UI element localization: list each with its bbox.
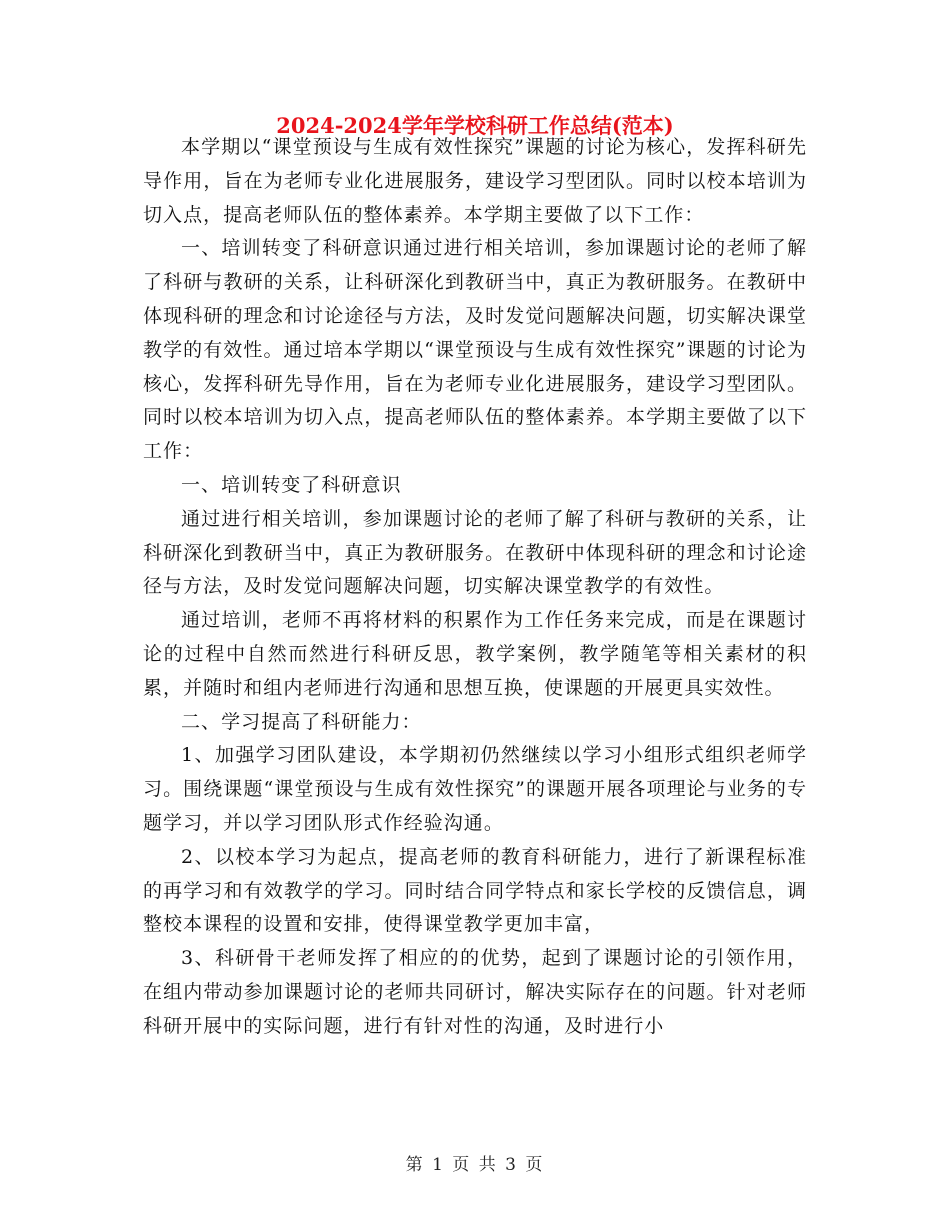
list-item-3: 3、科研骨干老师发挥了相应的的优势，起到了课题讨论的引领作用，在组内带动参加课题讨论的老师共同研讨，解决实际存在的问题。针对老师科研开展中的实际问题，进行有针对性的沟通，及时进行小	[143, 947, 807, 1037]
document-title: 2024-2024学年学校科研工作总结(范本)	[276, 113, 674, 138]
document-body	[143, 131, 807, 1044]
section-heading-training: 一、培训转变了科研意识	[181, 473, 402, 496]
list-item-1: 1、加强学习团队建设，本学期初仍然继续以学习小组形式组织老师学习。围绕课题“课堂预设与生成有效性探究”的课题开展各项理论与业务的专题学习，并以学习团队形式作经验沟通。	[143, 744, 807, 834]
paragraph-training-result: 通过培训，老师不再将材料的积累作为工作任务来完成，而是在课题讨论的过程中自然而然进行科研反思，教学案例，教学随笔等相关素材的积累，并随时和组内老师进行沟通和思想互换，使课题的开展更具实效性。	[143, 609, 807, 699]
section-heading-ability: 二、学习提高了科研能力：	[181, 710, 422, 733]
paragraph-training-detail: 通过进行相关培训，参加课题讨论的老师了解了科研与教研的关系，让科研深化到教研当中，真正为教研服务。在教研中体现科研的理念和讨论途径与方法，及时发觉问题解决问题，切实解决课堂教学的有效性。	[143, 507, 807, 598]
paragraph-training-summary: 一、培训转变了科研意识通过进行相关培训，参加课题讨论的老师了解了科研与教研的关系，让科研深化到教研当中，真正为教研服务。在教研中体现科研的理念和讨论途径与方法，及时发觉问题解决问题，切实解决课堂教学的有效性。通过培本学期以“课堂预设与生成有效性探究”课题的讨论为核心，发挥科研先导作用，旨在为老师专业化进展服务，建设学习型团队。同时以校本培训为切入点，提高老师队伍的整体素养。本学期主要做了以下工作：	[143, 237, 807, 463]
page-number-footer: 第 1 页 共 3 页	[405, 1155, 545, 1175]
list-item-2: 2、以校本学习为起点，提高老师的教育科研能力，进行了新课程标准的再学习和有效教学的学习。同时结合同学特点和家长学校的反馈信息，调整校本课程的设置和安排，使得课堂教学更加丰富，	[143, 845, 807, 936]
paragraph-intro: 本学期以“课堂预设与生成有效性探究”课题的讨论为核心，发挥科研先导作用，旨在为老师专业化进展服务，建设学习型团队。同时以校本培训为切入点，提高老师队伍的整体素养。本学期主要做了以下工作：	[143, 136, 807, 226]
